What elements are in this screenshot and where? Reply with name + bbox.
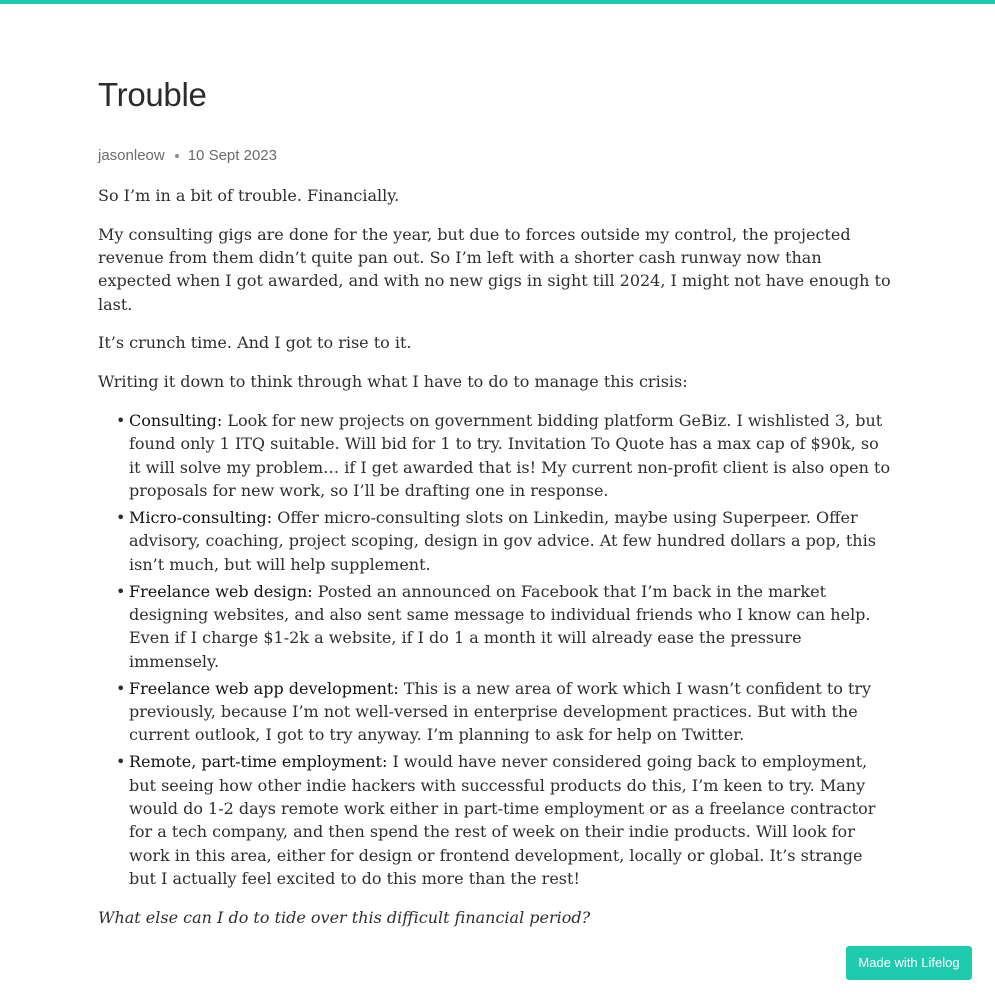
closing-question: What else can I do to tide over this difficult financial period? bbox=[98, 907, 591, 927]
options-list bbox=[98, 409, 893, 890]
bullet-icon: • bbox=[116, 508, 126, 528]
bullet-icon: • bbox=[116, 752, 126, 772]
bullet-icon: • bbox=[116, 581, 126, 601]
list-item-text: This is a new area of work which I wasn’t confident to try previously, because I’m not well-versed in enterprise development practices. But with the current outlook, I got to try anyway. I’m planning to ask for help on Twitter. bbox=[129, 678, 872, 745]
list-item-label: Remote, part-time employment: bbox=[129, 752, 388, 772]
list-item bbox=[116, 580, 893, 673]
paragraph: Writing it down to think through what I have to do to manage this crisis: bbox=[98, 372, 688, 392]
top-accent-bar bbox=[0, 0, 995, 4]
bullet-icon: • bbox=[116, 678, 126, 698]
post-title: Trouble bbox=[98, 76, 207, 113]
made-with-lifelog-button[interactable]: Made with Lifelog bbox=[846, 946, 972, 980]
post-date: 10 Sept 2023 bbox=[187, 147, 277, 164]
list-item bbox=[116, 409, 893, 502]
list-item-label: Freelance web design: bbox=[129, 581, 313, 601]
list-item-label: Consulting: bbox=[129, 411, 223, 431]
list-item bbox=[116, 677, 893, 747]
list-item bbox=[116, 750, 893, 890]
list-item-text: Look for new projects on government bidding platform GeBiz. I wishlisted 3, but found only 1 ITQ suitable. Will bid for 1 to try. Invitation To Quote has a max cap of $90k, so it will solve my problem… if I get awarded that is! My current non-profit client is also open to proposals for new work, so I’ll be drafting one in response. bbox=[129, 411, 891, 500]
post-meta bbox=[98, 146, 893, 166]
paragraph: So I’m in a bit of trouble. Financially. bbox=[98, 186, 400, 205]
bullet-icon: • bbox=[116, 411, 126, 431]
post-author[interactable]: jasonleow bbox=[98, 147, 165, 164]
paragraph: My consulting gigs are done for the year, but due to forces outside my control, the projected revenue from them didn’t quite pan out. So I’m left with a shorter cash runway now than expected when I got awarded, and with no new gigs in sight till 2024, I might not have enough to last. bbox=[98, 224, 891, 314]
post-body bbox=[98, 184, 893, 929]
meta-separator-dot bbox=[175, 154, 179, 158]
paragraph: It’s crunch time. And I got to rise to it. bbox=[98, 333, 412, 353]
list-item-label: Freelance web app development: bbox=[129, 678, 399, 698]
list-item bbox=[116, 506, 893, 576]
list-item-text: Offer micro-consulting slots on Linkedin, maybe using Superpeer. Offer advisory, coaching, project scoping, design in gov advice. At few hundred dollars a pop, this isn’t much, but will help supplement. bbox=[129, 508, 876, 574]
post-article bbox=[98, 74, 893, 945]
list-item-text: Posted an announced on Facebook that I’m back in the market designing websites, and also sent same message to individual friends who I know can help. Even if I charge $1-2k a website, if I do 1 a month it will already ease the pressure immensely. bbox=[129, 581, 871, 671]
list-item-text: I would have never considered going back to employment, but seeing how other indie hackers with successful products do this, I’m keen to try. Many would do 1-2 days remote work either in part-time employment or as a freelance contractor for a tech company, and then spend the rest of week on their indie products. Will look for work in this area, either for design or frontend development, locally or global. It’s strange but I actually feel excited to do this more than the rest! bbox=[129, 752, 876, 888]
list-item-label: Micro-consulting: bbox=[129, 508, 273, 528]
